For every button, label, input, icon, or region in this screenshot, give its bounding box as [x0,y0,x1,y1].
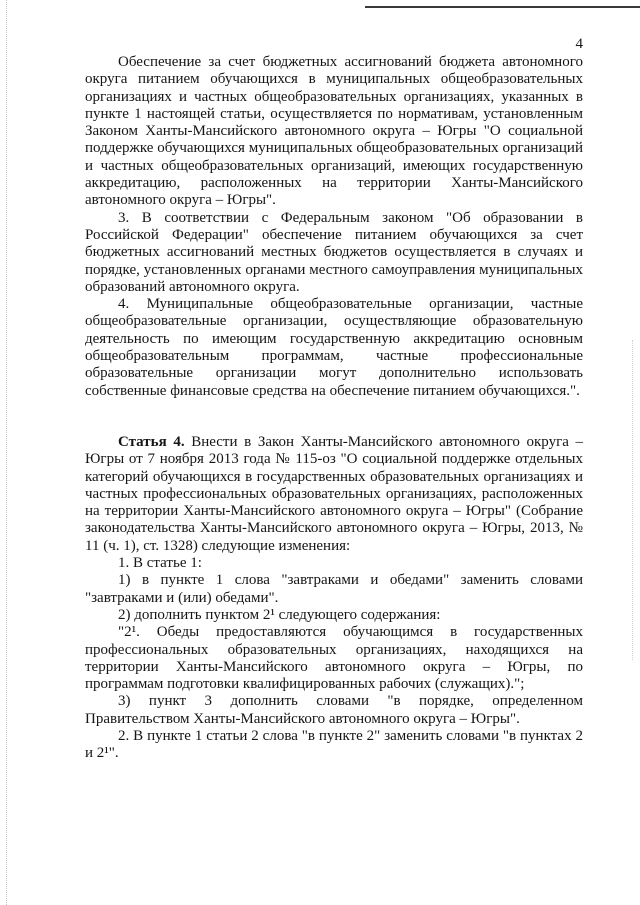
article-heading: Статья 4. [118,433,185,450]
paragraph-item-4: 4. Муниципальные общеобразовательные организации, частные общеобразовательные организации, осуществляющие образовательную деятельность по имеющим государственную аккредитацию основным общеобразовательным программам, частные профессиональные образовательные организации могут дополнительно использовать собственные финансовые средства на обеспечение питанием обучающихся.". [85,296,583,399]
article-4-intro [85,434,583,555]
scan-edge-top-line [365,6,640,8]
article-item: 2. В пункте 1 статьи 2 слова "в пункте 2" заменить словами "в пунктах 2 и 2¹". [85,727,583,762]
article-intro-text: Внести в Закон Ханты-Мансийского автономного округа – Югры от 7 ноября 2013 года № 115-оз "О социальной поддержке отдельных категорий обучающихся в государственных образовательных организациях и частных профессиональных образовательных организациях, расположенных на территории Ханты-Мансийского автономного округа – Югры" (Собрание законодательства Ханты-Мансийского автономного округа – Югры, 2013, № 11 (ч. 1), ст. 1328) следующие изменения: [85,433,584,554]
article-4 [85,434,583,763]
article-item: 1) в пункте 1 слова "завтраками и обедами" заменить словами "завтраками и (или) обедами". [85,572,583,606]
scan-edge-right [632,340,633,660]
page-number: 4 [575,36,583,52]
article-item: 2) дополнить пунктом 2¹ следующего содержания: [118,606,441,623]
article-item: 3) пункт 3 дополнить словами "в порядке, определенном Правительством Ханты-Мансийского автономного округа – Югры". [85,693,583,727]
document-text-body [85,54,583,763]
article-item: 1. В статье 1: [118,555,202,572]
article-item: "2¹. Обеды предоставляются обучающимся в государственных профессиональных образовательных организациях, находящихся на территории Ханты-Мансийского автономного округа – Югры, по программам подготовки квалифицированных рабочих (служащих)."; [85,624,583,693]
paragraph-nutrition-funding: Обеспечение за счет бюджетных ассигнований бюджета автономного округа питанием обучающихся в муниципальных общеобразовательных организациях и частных общеобразовательных организациях, указанных в пункте 1 настоящей статьи, осуществляется по нормативам, установленным Законом Ханты-Мансийского автономного округа – Югры "О социальной поддержке обучающихся муниципальных общеобразовательных организаций и частных общеобразовательных организаций, имеющих государственную аккредитацию, расположенных на территории Ханты-Мансийского автономного округа – Югры". [85,54,583,209]
scan-edge-left [6,0,7,905]
paragraph-item-3: 3. В соответствии с Федеральным законом "Об образовании в Российской Федерации" обеспечение питанием обучающихся за счет бюджетных ассигнований местных бюджетов осуществляется в случаях и порядке, установленных органами местного самоуправления муниципальных образований автономного округа. [85,209,583,295]
